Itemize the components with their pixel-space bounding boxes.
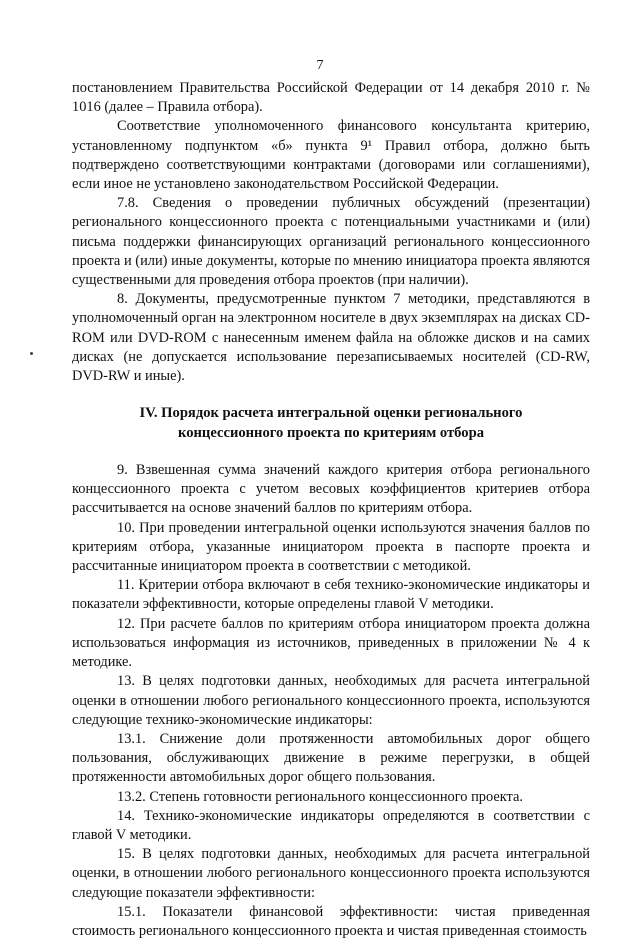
paragraph-decree-reference: постановлением Правительства Российской Федерации от 14 декабря 2010 г. № 1016 (далее – Правила отбора). — [72, 80, 590, 116]
paragraph-15-1: 15.1. Показатели финансовой эффективности: чистая приведенная стоимость регионального концессионного проекта и чистая приведенная стоимость — [72, 903, 590, 939]
paragraph-13-1: 13.1. Снижение доли протяженности автомобильных дорог общего пользования, обслуживающих движение в режиме перегрузки, в общей протяженности автомобильных дорог общего пользования. — [72, 730, 590, 786]
paragraph-10: 10. При проведении интегральной оценки используются значения баллов по критериям отбора, указанные инициатором проекта в паспорте проекта и рассчитанные инициатором проекта в соответствии с методикой. — [72, 519, 590, 575]
paragraph-11: 11. Критерии отбора включают в себя технико-экономические индикаторы и показатели эффективности, которые определены главой V методики. — [72, 577, 590, 613]
scan-speck — [30, 352, 33, 355]
paragraph-consultant-compliance: Соответствие уполномоченного финансового консультанта критерию, установленному подпунктом «б» пункта 9¹ Правил отбора, должно быть подтверждено соответствующими контрактами (договорами или соглашениями), если иное не установлено законодательством Российской Федерации. — [72, 118, 590, 193]
section-heading — [72, 404, 590, 443]
paragraph-8: 8. Документы, предусмотренные пунктом 7 методики, представляются в уполномоченный орган на электронном носителе в двух экземплярах на дисках CD-ROM или DVD-ROM с нанесенным именем файла на обложке дисков и на самих дисках (не допускается использование перезаписываемых носителей (CD-RW, DVD-RW и иные). — [72, 291, 590, 385]
page-number: 7 — [316, 58, 324, 73]
paragraph-14: 14. Технико-экономические индикаторы определяются в соответствии с главой V методики. — [72, 807, 590, 843]
paragraph-13-2: 13.2. Степень готовности регионального концессионного проекта. — [117, 788, 523, 805]
section-heading-line-1: IV. Порядок расчета интегральной оценки регионального — [139, 405, 523, 422]
document-body — [72, 79, 590, 941]
paragraph-15: 15. В целях подготовки данных, необходимых для расчета интегральной оценки, в отношении любого регионального концессионного проекта используются следующие показатели эффективности: — [72, 846, 590, 901]
paragraph-7-8: 7.8. Сведения о проведении публичных обсуждений (презентации) регионального концессионного проекта с потенциальными участниками и (или) письма поддержки финансирующих организаций регионального концессионного проекта и (или) иные документы, которые по мнению инициатора проекта являются существенными для проведения отбора проектов (при наличии). — [72, 195, 590, 289]
paragraph-13: 13. В целях подготовки данных, необходимых для расчета интегральной оценки в отношении любого регионального концессионного проекта, используются следующие технико-экономические индикаторы: — [72, 673, 590, 728]
paragraph-12: 12. При расчете баллов по критериям отбора инициатором проекта должна использоваться информация из источников, приведенных в приложении № 4 к методике. — [72, 615, 590, 671]
section-heading-line-2: концессионного проекта по критериям отбора — [178, 424, 484, 441]
paragraph-9: 9. Взвешенная сумма значений каждого критерия отбора регионального концессионного проекта с учетом весовых коэффициентов критериев отбора рассчитывается на основе значений баллов по критериям отбора. — [72, 462, 590, 517]
